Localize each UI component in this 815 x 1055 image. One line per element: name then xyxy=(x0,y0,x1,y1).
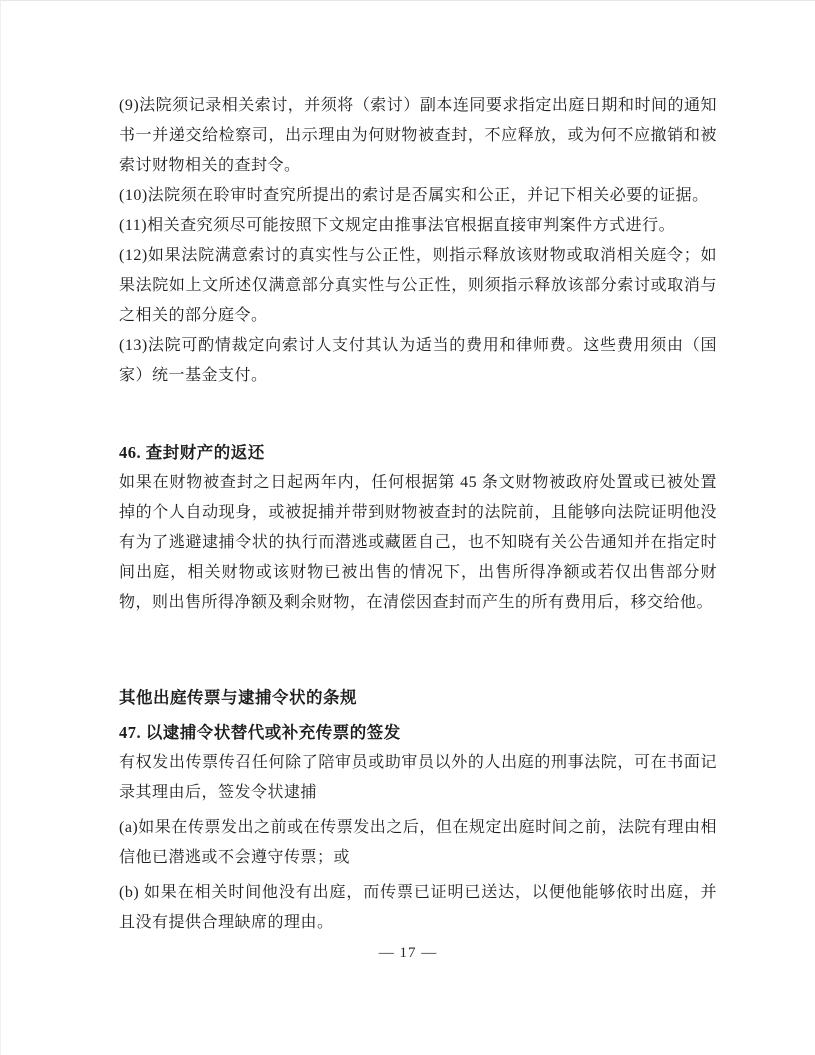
page-number: — 17 — xyxy=(378,945,438,961)
section-47-heading: 47. 以逮捕令状替代或补充传票的签发 xyxy=(119,723,401,742)
clause-b-paragraph: (b) 如果在相关时间他没有出庭，而传票已证明已送达，以便他能够依时出庭，并且没有提供合理缺席的理由。 xyxy=(119,884,717,931)
clause-9-paragraph: (9)法院须记录相关索讨，并须将（索讨）副本连同要求指定出庭日期和时间的通知书一并递交给检察司，出示理由为何财物被查封，不应释放，或为何不应撤销和被索讨财物相关的查封令。 xyxy=(119,97,717,174)
page-content xyxy=(119,91,717,938)
section-46-heading: 46. 查封财产的返还 xyxy=(119,443,265,462)
page-footer xyxy=(1,942,815,964)
section-46-paragraph: 如果在财物被查封之日起两年内，任何根据第 45 条文财物被政府处置或已被处置掉的个人自动现身，或被捉捕并带到财物被查封的法院前，且能够向法院证明他没有为了逃避逮捕令状的执行而潜逃或藏匿自己，也不知晓有关公告通知并在指定时间出庭，相关财物或该财物已被出售的情况下，出售所得净额或若仅出售部分财物，则出售所得净额及剩余财物，在清偿因查封而产生的所有费用后，移交给他。 xyxy=(119,474,717,611)
clause-13-paragraph: (13)法院可酌情裁定向索讨人支付其认为适当的费用和律师费。这些费用须由（国家）统一基金支付。 xyxy=(119,337,717,384)
other-provisions-heading: 其他出庭传票与逮捕令状的条规 xyxy=(119,688,357,707)
clause-11-paragraph: (11)相关查究须尽可能按照下文规定由推事法官根据直接审判案件方式进行。 xyxy=(119,217,676,234)
clause-10-paragraph: (10)法院须在聆审时查究所提出的索讨是否属实和公正，并记下相关必要的证据。 xyxy=(119,187,709,204)
clause-12-paragraph: (12)如果法院满意索讨的真实性与公正性，则指示释放该财物或取消相关庭令；如果法院如上文所述仅满意部分真实性与公正性，则须指示释放该部分索讨或取消与之相关的部分庭令。 xyxy=(119,247,717,324)
clause-a-paragraph: (a)如果在传票发出之前或在传票发出之后，但在规定出庭时间之前，法院有理由相信他已潜逃或不会遵守传票；或 xyxy=(119,819,717,866)
section-47-paragraph: 有权发出传票传召任何除了陪审员或助审员以外的人出庭的刑事法院，可在书面记录其理由后，签发令状逮捕 xyxy=(119,754,717,801)
